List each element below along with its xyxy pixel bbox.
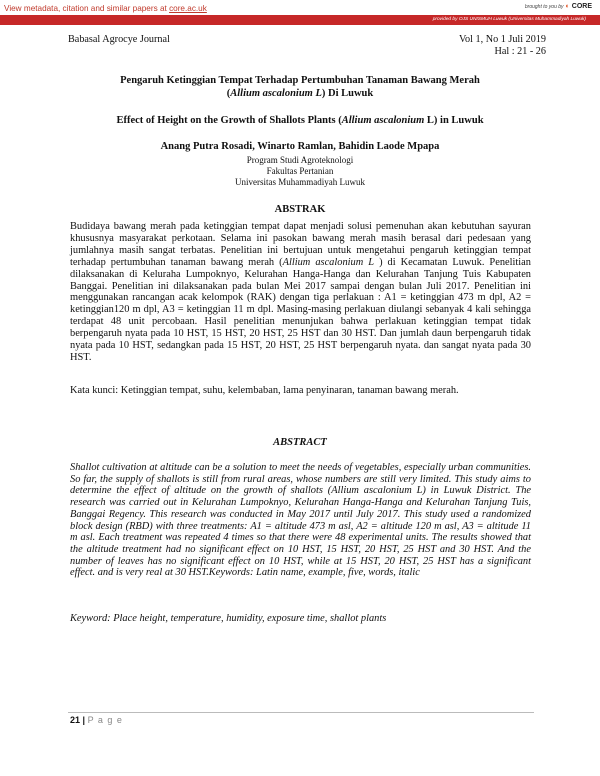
- core-logo-icon: ◐: [565, 3, 570, 10]
- core-metadata-link[interactable]: View metadata, citation and similar papers at core.ac.uk: [4, 4, 207, 13]
- title-indonesian-line2: (Allium ascalonium L) Di Luwuk: [226, 88, 374, 99]
- abstract-text: Shallot cultivation at altitude can be a solution to meet the needs of vegetables, especially urban communities. So far, the supply of shallots is still from rural areas, whose numbers are still very limited. This study aims to determine the effect of altitude on the growth of shallots (Allium ascalonium L) in Luwuk District. The research was carried out in Kelurahan Lumpoknyo, Kelurahan Hanga-Hanga and Kelurahan Tanjung Tuis, Banggai Regency. This research was conducted in May 2017 until July 2017. This study used a randomized block design (RBD) with three treatments: A1 = altitude 473 m asl, A2 = altitude 120 m asl, A3 = altitude 11 m asl. Each treatment was repeated 4 times so that there were 48 experimental units. The results showed that the altitude treatment had no significant effect on 10 HST, 15 HST, 20 HST, 25 HST and 30 HST. And the number of leaves has no significant effect on 10 HST, while at 15 HST, 20 HST, 25 HST has a significant effect. and is very real at 30 HST.Keywords: Latin name, example, five, words, italic: [70, 462, 531, 579]
- page-number: 21: [70, 715, 81, 725]
- abstrak-text: Budidaya bawang merah pada ketinggian tempat dapat menjadi solusi pemenuhan akan kebutuhan sayuran khususnya masyarakat perkotaan. Selama ini pasokan bawang merah masih berasal dari pedesaan yang jumlahnya masih sangat terbatas. Penelitian ini bertujuan untuk mengetahui pengaruh ketinggian tempat terhadap pertumbuhan tanaman bawang merah (Allium ascalonium L ) di Kecamatan Luwuk. Penelitian dilaksanakan di Keluraha Lumpoknyo, Kelurahan Hanga-Hanga dan Kelurahan Tanjung Tuis Kabupaten Banggai. Penelitian ini dilaksanakan pada bulan Mei 2017 sampai dengan bulan Juli 2017. Penelitian ini menggunakan rancangan acak kelompok (RAK) dengan tiga perlakuan : A1 = ketinggian 473 m dpl, A2 = ketinggian120 m dpl, A3 = ketinggian 11 m dpl. Masing-masing perlakuan diulangi sebanyak 4 kali sehingga terdapat 48 unit percobaan. Hasil penelitian menunjukan bahwa perlakuan ketinggian tempat tidak berpengaruh nyata pada 10 HST, 15 HST, 20 HST, 25 HST dan 30 HST. Dan jumlah daun berpengaruh tidak nyata pada 10 HST, sedangkan pada 15 HST, 20 HST, 25 HST berpengaruh nyata. dan sangat nyata pada 30 HST.: [70, 221, 531, 363]
- abstract-keywords: Keyword: Place height, temperature, humidity, exposure time, shallot plants: [70, 613, 387, 624]
- provided-by-strip[interactable]: provided by OJS UNISMUH Luwuk (Universitas Muhammadiyah Luwuk): [0, 15, 600, 25]
- brought-by[interactable]: brought to you by ◐ CORE: [524, 3, 592, 10]
- core-url-link[interactable]: core.ac.uk: [169, 4, 207, 13]
- species-name-en: Allium ascalonium: [341, 115, 425, 126]
- core-banner: [0, 0, 600, 26]
- title-english: Effect of Height on the Growth of Shallots Plants (Allium ascalonium L) in Luwuk: [116, 115, 484, 126]
- affiliation-program: Program Studi Agroteknologi: [246, 155, 354, 165]
- species-name: Allium ascalonium L: [230, 88, 322, 99]
- abstract-heading: ABSTRACT: [273, 437, 327, 448]
- title-indonesian-line1: Pengaruh Ketinggian Tempat Terhadap Pertumbuhan Tanaman Bawang Merah: [120, 75, 480, 86]
- abstrak-keywords: Kata kunci: Ketinggian tempat, suhu, kelembaban, lama penyinaran, tanaman bawang merah.: [70, 385, 459, 396]
- journal-name: Babasal Agrocye Journal: [68, 34, 170, 45]
- page-footer: 21 | P a g e: [70, 715, 123, 725]
- journal-volume: Vol 1, No 1 Juli 2019: [459, 34, 546, 45]
- journal-pages: Hal : 21 - 26: [494, 46, 546, 57]
- authors: Anang Putra Rosadi, Winarto Ramlan, Bahidin Laode Mpapa: [160, 141, 440, 152]
- title-indonesian: [60, 74, 540, 100]
- core-logo: CORE: [571, 3, 592, 10]
- footer-divider: [68, 712, 534, 713]
- affiliation-university: Universitas Muhammadiyah Luwuk: [235, 177, 365, 187]
- page-label: P a g e: [87, 715, 123, 725]
- abstrak-heading: ABSTRAK: [274, 204, 326, 215]
- affiliation-faculty: Fakultas Pertanian: [266, 166, 334, 176]
